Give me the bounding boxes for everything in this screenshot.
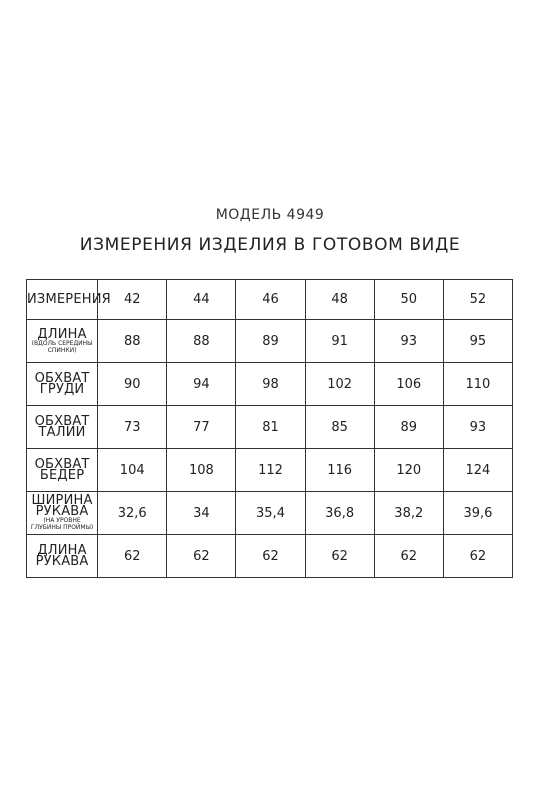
table-cell: 110 xyxy=(443,363,512,406)
table-row xyxy=(27,363,513,406)
table-cell: 62 xyxy=(98,535,167,578)
table-cell: 98 xyxy=(236,363,305,406)
table-cell: 116 xyxy=(305,449,374,492)
table-cell: 62 xyxy=(236,535,305,578)
table-cell: 35,4 xyxy=(236,492,305,535)
page-title: ИЗМЕРЕНИЯ ИЗДЕЛИЯ В ГОТОВОМ ВИДЕ xyxy=(79,235,461,255)
table-cell: 88 xyxy=(167,320,236,363)
table-cell: 39,6 xyxy=(443,492,512,535)
table-row xyxy=(27,492,513,535)
measurements-table xyxy=(26,279,513,578)
size-header: 50 xyxy=(374,280,443,320)
table-row xyxy=(27,320,513,363)
row-label: ОБХВАТ БЕДЕР xyxy=(27,449,98,492)
size-header: 44 xyxy=(167,280,236,320)
table-row xyxy=(27,535,513,578)
size-header: 46 xyxy=(236,280,305,320)
table-cell: 34 xyxy=(167,492,236,535)
model-number: МОДЕЛЬ 4949 xyxy=(215,207,325,223)
table-cell: 62 xyxy=(167,535,236,578)
table-cell: 36,8 xyxy=(305,492,374,535)
table-cell: 124 xyxy=(443,449,512,492)
table-cell: 77 xyxy=(167,406,236,449)
table-cell: 73 xyxy=(98,406,167,449)
table-row xyxy=(27,406,513,449)
table-cell: 106 xyxy=(374,363,443,406)
table-cell: 90 xyxy=(98,363,167,406)
table-cell: 81 xyxy=(236,406,305,449)
table-cell: 62 xyxy=(443,535,512,578)
table-header-row xyxy=(27,280,513,320)
table-cell: 38,2 xyxy=(374,492,443,535)
table-cell: 95 xyxy=(443,320,512,363)
row-label: ОБХВАТ ТАЛИИ xyxy=(27,406,98,449)
table-cell: 120 xyxy=(374,449,443,492)
table-cell: 112 xyxy=(236,449,305,492)
table-cell: 102 xyxy=(305,363,374,406)
size-header: 52 xyxy=(443,280,512,320)
table-cell: 85 xyxy=(305,406,374,449)
table-cell: 88 xyxy=(98,320,167,363)
row-label: ШИРИНА РУКАВА (НА УРОВНЕ ГЛУБИНЫ ПРОЙМЫ) xyxy=(27,492,98,535)
table-cell: 62 xyxy=(374,535,443,578)
table-cell: 62 xyxy=(305,535,374,578)
size-header: 42 xyxy=(98,280,167,320)
table-cell: 93 xyxy=(443,406,512,449)
table-cell: 94 xyxy=(167,363,236,406)
table-cell: 104 xyxy=(98,449,167,492)
table-row xyxy=(27,449,513,492)
row-label: ДЛИНА (ВДОЛЬ СЕРЕДИНЫ СПИНКИ) xyxy=(27,320,98,363)
table-header-label: ИЗМЕРЕНИЯ xyxy=(27,280,98,320)
table-cell: 89 xyxy=(236,320,305,363)
row-label: ОБХВАТ ГРУДИ xyxy=(27,363,98,406)
table-cell: 32,6 xyxy=(98,492,167,535)
table-cell: 108 xyxy=(167,449,236,492)
table-cell: 91 xyxy=(305,320,374,363)
size-header: 48 xyxy=(305,280,374,320)
row-label: ДЛИНА РУКАВА xyxy=(27,535,98,578)
table-cell: 93 xyxy=(374,320,443,363)
table-cell: 89 xyxy=(374,406,443,449)
